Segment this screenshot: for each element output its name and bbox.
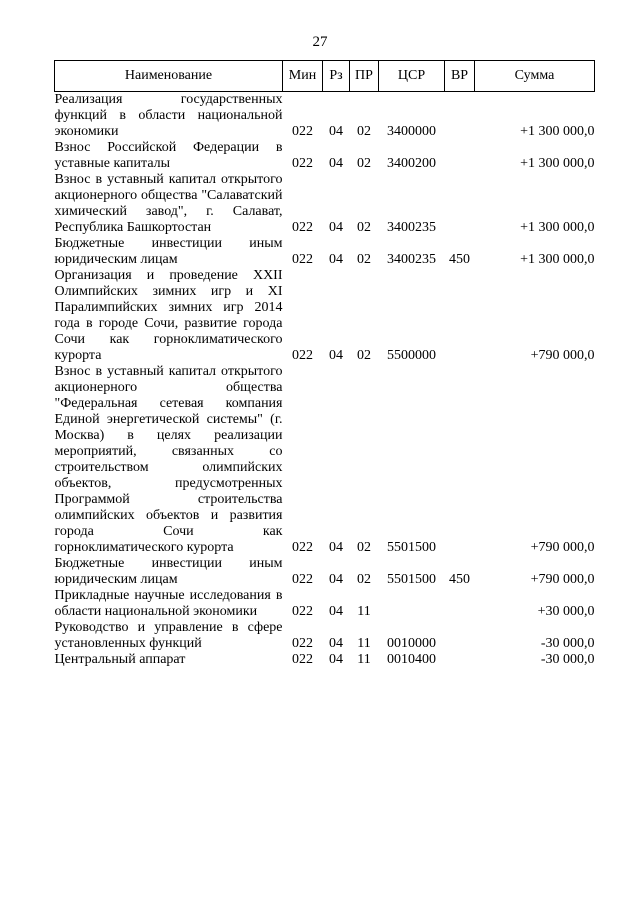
row-pr: 02 bbox=[357, 572, 371, 587]
row-csr bbox=[379, 588, 445, 620]
header-name: Наименование bbox=[55, 61, 283, 92]
row-rz: 04 bbox=[329, 252, 343, 267]
row-vr: 450 bbox=[449, 252, 470, 267]
header-min: Мин bbox=[283, 61, 323, 92]
row-pr: 02 bbox=[357, 124, 371, 139]
row-min: 022 bbox=[292, 540, 313, 555]
row-rz: 04 bbox=[329, 652, 343, 667]
row-csr: 0010000 bbox=[387, 636, 436, 651]
row-min: 022 bbox=[292, 124, 313, 139]
row-rz: 04 bbox=[329, 124, 343, 139]
row-pr: 02 bbox=[357, 156, 371, 171]
row-sum: +1 300 000,0 bbox=[520, 156, 595, 171]
row-name: Бюджетные инвестиции иным юридическим лицам bbox=[54, 556, 283, 587]
row-vr: 450 bbox=[449, 572, 470, 587]
row-vr bbox=[445, 140, 475, 172]
row-vr bbox=[445, 172, 475, 236]
row-sum: +790 000,0 bbox=[530, 540, 595, 555]
row-sum: -30 000,0 bbox=[540, 636, 595, 651]
row-pr: 11 bbox=[357, 604, 371, 619]
row-sum: +1 300 000,0 bbox=[520, 252, 595, 267]
row-csr: 0010400 bbox=[387, 652, 436, 667]
header-csr: ЦСР bbox=[379, 61, 445, 92]
row-min: 022 bbox=[292, 220, 313, 235]
row-rz: 04 bbox=[329, 636, 343, 651]
table-row bbox=[55, 556, 595, 588]
row-sum: +30 000,0 bbox=[537, 604, 595, 619]
table-header-row bbox=[55, 61, 595, 92]
table-row bbox=[55, 620, 595, 652]
row-csr: 3400235 bbox=[387, 252, 436, 267]
row-name: Руководство и управление в сфере установленных функций bbox=[54, 620, 283, 651]
row-rz: 04 bbox=[329, 156, 343, 171]
table-row bbox=[55, 268, 595, 364]
row-name: Реализация государственных функций в области национальной экономики bbox=[54, 92, 283, 139]
row-name: Бюджетные инвестиции иным юридическим лицам bbox=[54, 236, 283, 267]
row-sum: -30 000,0 bbox=[540, 652, 595, 667]
row-pr: 02 bbox=[357, 220, 371, 235]
row-name: Взнос в уставный капитал открытого акционерного общества "Салаватский химический завод", г. Салават, Республика Башкортостан bbox=[54, 172, 283, 235]
row-min: 022 bbox=[292, 156, 313, 171]
table-row bbox=[55, 172, 595, 236]
budget-table bbox=[54, 60, 595, 668]
row-name: Организация и проведение XXII Олимпийских зимних игр и XI Паралимпийских зимних игр 2014 года в городе Сочи, развитие города Сочи как горноклиматического курорта bbox=[54, 268, 283, 363]
header-sum: Сумма bbox=[475, 61, 595, 92]
row-csr: 3400200 bbox=[387, 156, 436, 171]
row-name: Взнос в уставный капитал открытого акционерного общества "Федеральная сетевая компания Единой энергетической системы" (г. Москва) в целях реализации мероприятий, связанных со строительством олимпийских объектов, предусмотренных Программой строительства олимпийских объектов и развития города Сочи как горноклиматического курорта bbox=[54, 364, 283, 555]
row-name: Прикладные научные исследования в области национальной экономики bbox=[54, 588, 283, 619]
row-sum: +790 000,0 bbox=[530, 348, 595, 363]
row-pr: 11 bbox=[357, 636, 371, 651]
row-name: Взнос Российской Федерации в уставные капиталы bbox=[54, 140, 283, 171]
row-csr: 5501500 bbox=[387, 540, 436, 555]
row-vr bbox=[445, 588, 475, 620]
row-min: 022 bbox=[292, 252, 313, 267]
row-csr: 5501500 bbox=[387, 572, 436, 587]
row-min: 022 bbox=[292, 348, 313, 363]
row-min: 022 bbox=[292, 604, 313, 619]
header-pr: ПР bbox=[350, 61, 379, 92]
row-name: Центральный аппарат bbox=[54, 652, 186, 667]
row-min: 022 bbox=[292, 572, 313, 587]
table-row bbox=[55, 588, 595, 620]
row-sum: +1 300 000,0 bbox=[520, 220, 595, 235]
page-number: 27 bbox=[312, 34, 328, 50]
row-sum: +790 000,0 bbox=[530, 572, 595, 587]
row-vr bbox=[445, 620, 475, 652]
row-vr bbox=[445, 364, 475, 556]
header-vr: ВР bbox=[445, 61, 475, 92]
row-csr: 5500000 bbox=[387, 348, 436, 363]
row-pr: 02 bbox=[357, 540, 371, 555]
table-row bbox=[55, 364, 595, 556]
header-rz: Рз bbox=[323, 61, 350, 92]
row-rz: 04 bbox=[329, 220, 343, 235]
row-min: 022 bbox=[292, 652, 313, 667]
table-row bbox=[55, 652, 595, 668]
row-vr bbox=[445, 92, 475, 141]
row-rz: 04 bbox=[329, 540, 343, 555]
row-sum: +1 300 000,0 bbox=[520, 124, 595, 139]
row-csr: 3400235 bbox=[387, 220, 436, 235]
row-pr: 02 bbox=[357, 348, 371, 363]
row-csr: 3400000 bbox=[387, 124, 436, 139]
row-pr: 11 bbox=[357, 652, 371, 667]
row-rz: 04 bbox=[329, 572, 343, 587]
row-vr bbox=[445, 268, 475, 364]
table-row bbox=[55, 92, 595, 141]
row-pr: 02 bbox=[357, 252, 371, 267]
row-min: 022 bbox=[292, 636, 313, 651]
table-row bbox=[55, 236, 595, 268]
row-vr bbox=[445, 652, 475, 668]
row-rz: 04 bbox=[329, 604, 343, 619]
row-rz: 04 bbox=[329, 348, 343, 363]
table-row bbox=[55, 140, 595, 172]
